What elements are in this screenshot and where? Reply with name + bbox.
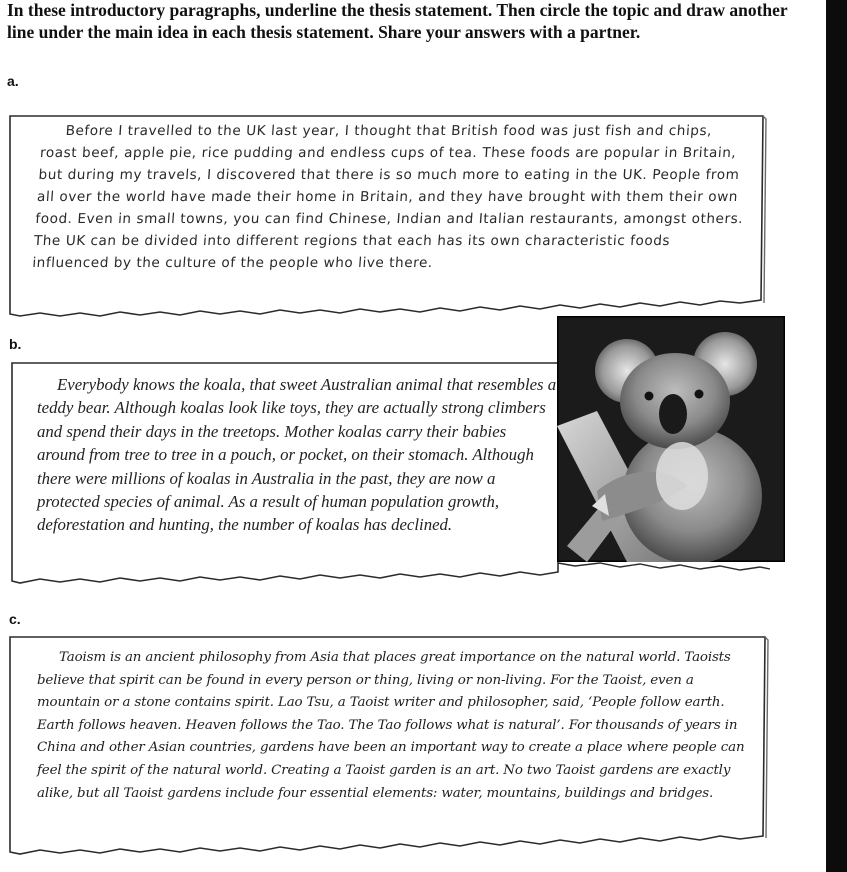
koala-photo [557, 316, 785, 562]
section-c-label: c. [9, 611, 21, 627]
section-a-label: a. [7, 73, 19, 89]
instructions-text: In these introductory paragraphs, underline the thesis statement. Then circle the topic and draw another line under the main idea in each thesis statement. Share your answers with a partner. [7, 0, 788, 42]
section-b-label: b. [9, 336, 22, 352]
section-c-paragraph: Taoism is an ancient philosophy from Asia that places great importance on the natural world. Taoists believe that spirit can be found in every person or thing, living or non-living. For the Taoist, even a mountain or a stone contains spirit. Lao Tsu, a Taoist writer and philosopher, said, ‘People follow earth. Earth follows heaven. Heaven follows the Tao. The Tao follows what is natural’. For thousands of years in China and other Asian countries, gardens have been an important way to create a place where people can feel the spirit of the natural world. Creating a Taoist garden is an art. No two Taoist gardens are exactly alike, but all Taoist gardens include four essential elements: water, mountains, buildings and bridges. [37, 650, 745, 801]
section-b-paragraph: Everybody knows the koala, that sweet Australian animal that resembles a teddy bear. Although koalas look like toys, they are actually strong climbers and spend their days in the treetops. Mother koalas carry their babies around from tree to tree in a pouch, or pocket, on their stomach. Although there were millions of koalas in Australia in the past, they are now a protected species of animal. As a result of human population growth, deforestation and hunting, the number of koalas has declined. [37, 375, 557, 535]
section-a-paragraph: Before I travelled to the UK last year, I thought that British food was just fish and chips, roast beef, apple pie, rice pudding and endless cups of tea. These foods are popular in Britain, but during my travels, I discovered that there is so much more to eating in the UK. People from all over the world have made their home in Britain, and they have brought with them their own food. Even in small towns, you can find Chinese, Indian and Italian restaurants, amongst others. The UK can be divided into different regions that each has its own characteristic foods influenced by the culture of the people who live there. [31, 123, 744, 271]
